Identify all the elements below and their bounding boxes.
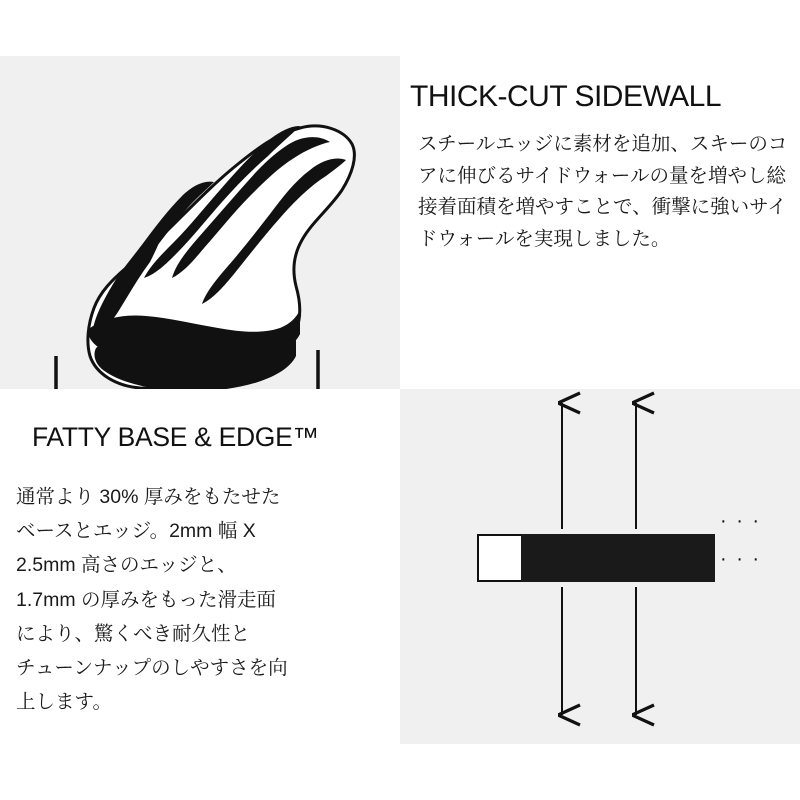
panel-edge-thickness-diagram xyxy=(400,389,800,744)
body-line: チューンナップのしやすさを向 xyxy=(16,656,288,679)
fatty-base-edge-headline: FATTY BASE & EDGE™ xyxy=(32,422,319,452)
body-line: 上します。 xyxy=(16,690,112,713)
panel-grid xyxy=(0,56,800,744)
body-line: 積を増やすことで、衝撃に強いサ xyxy=(476,196,768,219)
panel-thick-cut-sidewall-text xyxy=(400,56,800,389)
body-line: ベースとエッジ。2mm 幅 X xyxy=(16,520,256,543)
diagram-dots-upper: · · · xyxy=(720,510,762,532)
diagram-dots-lower: · · · xyxy=(720,548,762,570)
panel-fatty-base-edge-text xyxy=(0,389,400,744)
sidewall-illustration xyxy=(0,56,400,389)
thick-cut-sidewall-headline: THICK-CUT SIDEWALL xyxy=(410,80,722,113)
body-line: 2.5mm 高さのエッジと、 xyxy=(16,554,237,577)
body-line: キーのコアに伸びるサイド xyxy=(418,133,788,187)
body-line: により、驚くべき耐久性と xyxy=(16,622,251,645)
body-line: 1.7mm の厚みをもった滑走面 xyxy=(16,588,277,611)
panel-sidewall-illustration xyxy=(0,56,400,389)
body-line: イドウォールを実現しました。 xyxy=(418,196,787,250)
body-line: スチールエッジに素材を追加、ス xyxy=(418,133,710,155)
body-line: ウォールの量を増やし総接着面 xyxy=(418,164,786,219)
body-line: 通常より 30% 厚みをもたせた xyxy=(16,486,281,509)
edge-thickness-diagram xyxy=(400,389,800,744)
thick-cut-sidewall-body xyxy=(418,129,790,255)
fatty-base-edge-body xyxy=(16,480,388,719)
